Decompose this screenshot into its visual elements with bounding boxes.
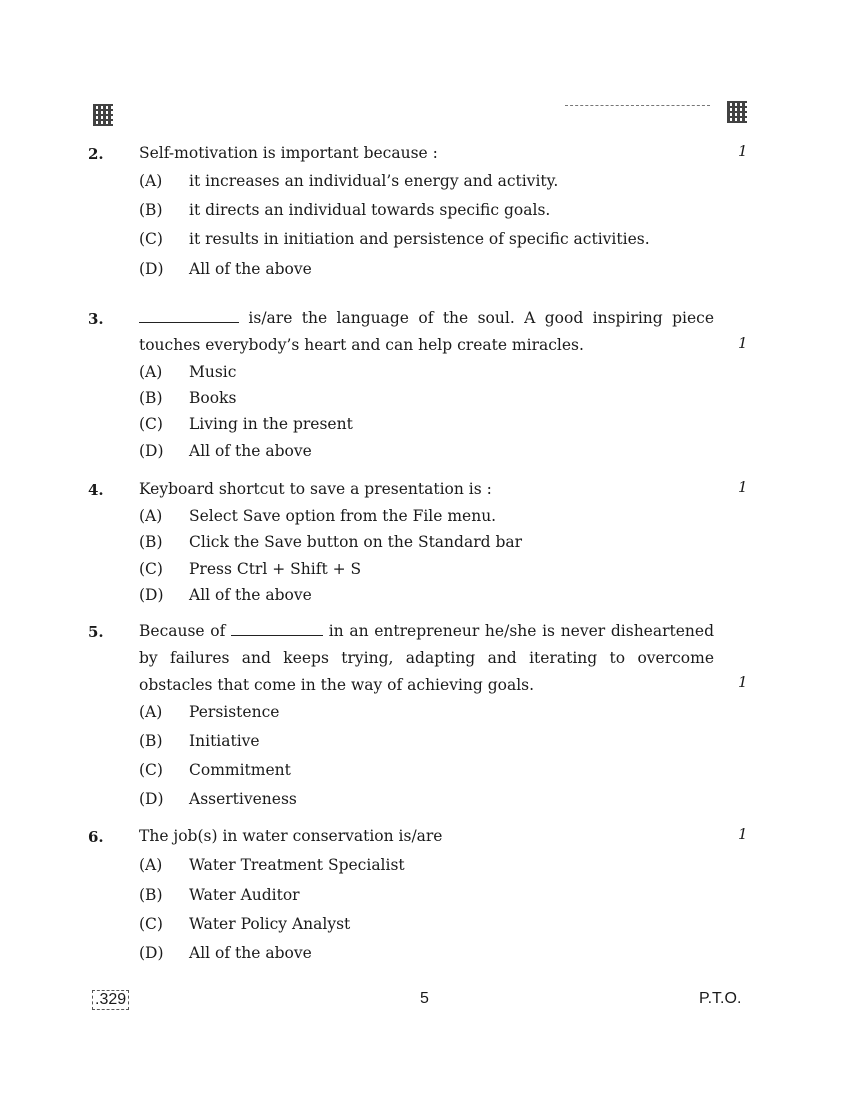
option-text: Persistence (189, 703, 280, 721)
option-b (139, 886, 300, 904)
option-text: Books (189, 389, 237, 407)
qr-code-icon (93, 104, 113, 126)
option-label: (A) (139, 507, 163, 525)
option-label: (B) (139, 886, 163, 904)
option-text: All of the above (189, 586, 312, 604)
option-label: (D) (139, 586, 164, 604)
question-marks: 1 (738, 142, 748, 160)
question-text-block (139, 305, 714, 359)
question-number: 5. (88, 623, 104, 641)
option-label: (D) (139, 790, 164, 808)
option-a (139, 856, 405, 874)
question-text-end: in an entrepreneur he/she is never disheartened by failures and keeps trying, adapting and iterating to overcome obstacles that come in the way of achieving goals. (139, 622, 714, 694)
option-c (139, 560, 361, 578)
option-text: Water Treatment Specialist (189, 856, 405, 874)
option-label: (C) (139, 415, 163, 433)
option-text: Water Policy Analyst (189, 915, 351, 933)
page-number: 5 (420, 990, 429, 1007)
pto-label: P.T.O. (699, 990, 742, 1007)
option-label: (B) (139, 201, 163, 219)
option-c (139, 915, 350, 933)
option-label: (D) (139, 442, 164, 460)
option-label: (D) (139, 944, 164, 962)
option-text: Water Auditor (189, 886, 300, 904)
option-label: (B) (139, 732, 163, 750)
option-text: Select Save option from the File menu. (189, 507, 497, 525)
option-text: Initiative (189, 732, 260, 750)
option-text: All of the above (189, 944, 312, 962)
option-text: Living in the present (189, 415, 353, 433)
paper-code: .329 (92, 990, 129, 1010)
qr-code-icon (727, 101, 747, 123)
option-c (139, 415, 353, 433)
question-text: Self-motivation is important because : (139, 144, 438, 162)
option-label: (B) (139, 389, 163, 407)
option-label: (A) (139, 172, 163, 190)
question-text: The job(s) in water conservation is/are (139, 827, 443, 845)
option-text: it results in initiation and persistence of specific activities. (189, 230, 650, 248)
option-text: All of the above (189, 260, 312, 278)
question-number: 2. (88, 145, 104, 163)
option-label: (A) (139, 363, 163, 381)
option-text: it directs an individual towards specific goals. (189, 201, 551, 219)
option-a (139, 507, 496, 525)
option-b (139, 201, 550, 219)
question-text: Keyboard shortcut to save a presentation is : (139, 480, 492, 498)
option-c (139, 761, 291, 779)
option-d (139, 790, 297, 808)
option-b (139, 533, 522, 551)
option-label: (C) (139, 761, 163, 779)
question-marks: 1 (738, 334, 748, 352)
option-label: (B) (139, 533, 163, 551)
question-text-block (139, 618, 714, 699)
option-d (139, 586, 312, 604)
answer-blank (139, 322, 239, 323)
option-d (139, 442, 312, 460)
question-marks: 1 (738, 673, 748, 691)
answer-blank (231, 635, 323, 636)
option-text: Click the Save button on the Standard bar (189, 533, 523, 551)
question-number: 4. (88, 481, 104, 499)
option-c (139, 230, 650, 248)
option-a (139, 703, 279, 721)
option-text: Press Ctrl + Shift + S (189, 560, 362, 578)
option-text: Assertiveness (189, 790, 297, 808)
option-b (139, 732, 260, 750)
option-label: (C) (139, 915, 163, 933)
option-text: All of the above (189, 442, 312, 460)
option-label: (A) (139, 703, 163, 721)
question-marks: 1 (738, 825, 748, 843)
option-a (139, 172, 558, 190)
option-text: Music (189, 363, 237, 381)
option-d (139, 944, 312, 962)
question-text: is/are the language of the soul. A good inspiring piece touches everybody’s heart and can help create miracles. (139, 309, 714, 354)
option-label: (A) (139, 856, 163, 874)
option-d (139, 260, 312, 278)
option-text: Commitment (189, 761, 291, 779)
question-number: 3. (88, 310, 104, 328)
option-a (139, 363, 236, 381)
option-label: (C) (139, 560, 163, 578)
question-number: 6. (88, 828, 104, 846)
option-b (139, 389, 236, 407)
option-text: it increases an individual’s energy and activity. (189, 172, 559, 190)
dashed-line (565, 105, 710, 106)
question-text-start: Because of (139, 622, 226, 640)
question-marks: 1 (738, 478, 748, 496)
option-label: (D) (139, 260, 164, 278)
option-label: (C) (139, 230, 163, 248)
